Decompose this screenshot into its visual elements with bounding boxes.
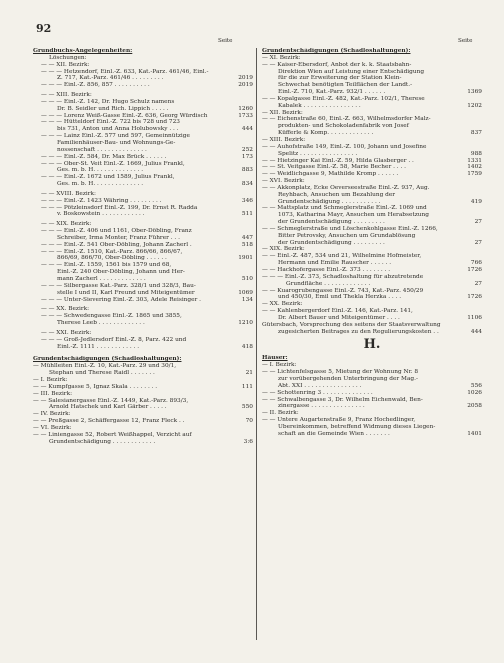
entry-text: Gütersbach, Vorsprechung des seitens der Staatsverwaltung bbox=[262, 321, 441, 328]
page-reference: 766 bbox=[470, 260, 482, 267]
entry-text: — — — Hetzendorf, Einl.-Z. 633, Kat.-Parz. 461/46, Einl.- bbox=[41, 68, 209, 75]
page-reference: 1726 bbox=[467, 267, 482, 273]
entry-text: Grundentschädigung . . . . . . . . . . . . bbox=[49, 438, 156, 445]
entry-text: schaft an die Gemeinde Wien . . . . . . . bbox=[278, 430, 390, 437]
index-entry bbox=[262, 403, 482, 410]
index-entry bbox=[33, 377, 253, 384]
index-entry bbox=[33, 418, 253, 425]
entry-text: — — XIII. Bezirk: bbox=[41, 92, 92, 99]
page-reference: 518 bbox=[241, 241, 253, 248]
index-entry bbox=[262, 301, 482, 308]
page-reference: 1402 bbox=[467, 164, 482, 171]
index-entry bbox=[262, 164, 482, 171]
index-entry bbox=[33, 320, 253, 327]
entry-text: Grundentschädigungen (Schadloshaltungen): bbox=[262, 48, 411, 54]
entry-text: — XIX. Bezirk: bbox=[262, 246, 305, 253]
index-entry bbox=[33, 147, 253, 154]
entry-text: Übereinkommen, betreffend Widmung dieses Liegen- bbox=[278, 423, 436, 430]
entry-text: — Mühlleiten Einl.-Z. 10, Kat.-Parz. 29 und 30/1, bbox=[33, 363, 177, 370]
page-reference: 346 bbox=[241, 197, 253, 204]
entry-text: — — Schwalbengasse 3, Dr. Wilhelm Eichenwald, Ben- bbox=[262, 396, 423, 403]
entry-text: — — — Lainz Einl.-Z. 577 und 597, Gemeinnützige bbox=[41, 133, 190, 140]
entry-text: Dr. Albert Bauer und Miteigentümer . . . . bbox=[278, 314, 400, 321]
page-reference: 510 bbox=[241, 276, 253, 282]
entry-text: stelle I und II, Karl Freund und Miteigentümer bbox=[57, 289, 195, 296]
page-reference: 2058 bbox=[467, 403, 482, 410]
index-entry bbox=[33, 205, 253, 212]
entry-text: — XVI. Bezirk: bbox=[262, 178, 305, 185]
entry-text: Dr. B. Seidler und Rich. Lippich . . . . . bbox=[57, 105, 169, 112]
entry-text: Reyhbach, Ansuchen um Bezahlung der bbox=[278, 191, 396, 198]
page-reference: 1106 bbox=[467, 314, 482, 321]
entry-text: Einl.-Z. 240 Ober-Döbling, Johann und Her- bbox=[57, 269, 185, 276]
index-entry bbox=[262, 362, 482, 369]
entry-text: — — St. Veitgasse Einl.-Z. 58, Marie Becher . . . . bbox=[262, 164, 406, 171]
column-divider bbox=[256, 48, 257, 640]
section-heading bbox=[262, 48, 482, 55]
entry-text: — — Untere Augartenstraße 9, Franz Hochedlinger, bbox=[262, 417, 416, 424]
page-reference: 419 bbox=[470, 198, 482, 205]
entry-text: — III. Bezirk: bbox=[33, 390, 73, 397]
index-entry bbox=[33, 228, 253, 235]
entry-text: Ges. m. b. H. . . . . . . . . . . . . . bbox=[57, 181, 144, 188]
page-reference: 173 bbox=[241, 153, 253, 160]
entry-text: — — — Einl.-Z. 373, Schadloshaltung für abzutretende bbox=[262, 273, 424, 280]
index-entry bbox=[33, 391, 253, 398]
index-entry bbox=[262, 62, 482, 69]
entry-text: Therese Leeb . . . . . . . . . . . . . bbox=[57, 320, 145, 327]
entry-text: — — XVIII. Bezirk: bbox=[41, 190, 96, 197]
entry-text: — XII. Bezirk: bbox=[262, 109, 303, 116]
entry-text: — — — Einl.-Z. 856, 857 . . . . . . . . . . bbox=[41, 82, 150, 89]
index-entry bbox=[262, 267, 482, 274]
index-entry bbox=[262, 192, 482, 199]
page-reference: 2019 bbox=[238, 75, 253, 82]
index-entry bbox=[33, 242, 253, 249]
entry-text: — — — Pötzleinsdorf Einl.-Z. 199, Dr. Ernst R. Radda bbox=[41, 204, 198, 211]
page-reference: 27 bbox=[474, 239, 482, 246]
entry-text: Kabalek . . . . . . . . . . . . . . . . bbox=[278, 102, 361, 109]
entry-text: Schreiber, Irma Monter, Franz Führer . . . bbox=[57, 234, 180, 241]
entry-text: 866/69, 866/70, Ober-Döbling . . . . . . bbox=[57, 255, 167, 262]
index-entry bbox=[262, 376, 482, 383]
index-entry bbox=[262, 260, 482, 267]
index-entry bbox=[262, 205, 482, 212]
right-column-heading: Seite bbox=[458, 38, 473, 44]
entry-text: — — Mattsplatz und Schmeglerstraße Einl.-Z. 1069 und bbox=[262, 205, 427, 212]
index-entry bbox=[33, 363, 253, 370]
entry-text: — — — Schwedengasse Einl.-Z. 1865 und 3855, bbox=[41, 313, 182, 320]
section-heading bbox=[33, 356, 253, 363]
index-entry bbox=[262, 199, 482, 206]
index-entry bbox=[262, 69, 482, 76]
index-entry bbox=[33, 99, 253, 106]
page-reference: 21 bbox=[245, 370, 253, 377]
entry-text: — — — Einl.-Z. 1510, Kat.-Parz. 866/66, 866/67, bbox=[41, 248, 183, 255]
index-entry bbox=[262, 82, 482, 89]
index-entry bbox=[33, 133, 253, 140]
index-entry bbox=[262, 137, 482, 144]
entry-text: — — — Unter-Sievering Einl.-Z. 303, Adele Reisinger . bbox=[41, 296, 202, 303]
entry-text: — — Akkonplatz, Ecke Oeverseestraße Einl.-Z. 937, Aug. bbox=[262, 184, 430, 191]
index-entry bbox=[262, 417, 482, 424]
entry-text: Stephan und Therese Raidl . . . . . . . bbox=[49, 370, 155, 377]
index-entry bbox=[33, 181, 253, 188]
entry-text: — — — Groß-Jedlersdorf Einl.-Z. 8, Parz. 422 und bbox=[41, 336, 187, 343]
entry-text: Küfferle & Komp. . . . . . . . . . . . . bbox=[278, 130, 374, 137]
entry-text: — — XX. Bezirk: bbox=[41, 306, 90, 313]
index-entry bbox=[33, 306, 253, 313]
index-entry bbox=[262, 308, 482, 315]
entry-text: — — Preßgasse 2, Schäffergasse 12, Franz Fleck . . bbox=[33, 418, 185, 425]
index-entry bbox=[33, 69, 253, 76]
entry-text: — — Kaiser-Ebersdorf, Anbot der k. k. Staatsbahn- bbox=[262, 61, 412, 68]
page-reference: 1401 bbox=[467, 430, 482, 437]
index-entry bbox=[33, 249, 253, 256]
entry-text: Häuser: bbox=[262, 355, 288, 362]
entry-text: Einl.-Z. 710, Kat.-Parz. 932/1 . . . . . . bbox=[278, 89, 386, 96]
index-entry bbox=[262, 390, 482, 397]
page-reference: 556 bbox=[470, 382, 482, 389]
index-entry bbox=[33, 198, 253, 205]
index-entry bbox=[33, 313, 253, 320]
entry-text: Familienhäuser-Bau- und Wohnungs-Ge- bbox=[57, 139, 176, 146]
entry-text: produkten- und Schokoladenfabrik von Josef bbox=[278, 123, 409, 130]
index-entry bbox=[33, 191, 253, 198]
index-entry bbox=[33, 113, 253, 120]
index-entry bbox=[33, 167, 253, 174]
page-reference: 1369 bbox=[467, 89, 482, 96]
entry-text: — — XIX. Bezirk: bbox=[41, 221, 92, 228]
index-entry bbox=[33, 432, 253, 439]
section-heading bbox=[33, 48, 253, 55]
index-entry bbox=[262, 369, 482, 376]
page-reference: 837 bbox=[470, 130, 482, 137]
entry-text: — — Kahlenbergerdorf Einl.-Z. 146, Kat.-Parz. 141, bbox=[262, 308, 413, 315]
page-reference: 988 bbox=[470, 150, 482, 157]
entry-text: — — — Einl.-Z. 1672 und 1589, Julius Frankl, bbox=[41, 174, 175, 181]
index-entry bbox=[262, 288, 482, 295]
index-entry bbox=[33, 235, 253, 242]
page-reference: 1759 bbox=[467, 171, 482, 178]
page-reference: 1202 bbox=[467, 102, 482, 109]
index-entry bbox=[33, 62, 253, 69]
page-reference: 70 bbox=[245, 418, 253, 425]
entry-text: Löschungen: bbox=[49, 54, 87, 61]
entry-text: zur vorübergehenden Unterbringung der Mag.- bbox=[278, 375, 418, 382]
entry-text: bis 731, Anton und Anna Holubowsky . . . bbox=[57, 126, 179, 133]
page-reference: 550 bbox=[241, 404, 253, 411]
index-entry bbox=[262, 294, 482, 301]
entry-text: — — — Einl.-Z. 406 und 1161, Ober-Döbling, Franz bbox=[41, 228, 192, 235]
entry-text: — — — Silbergasse Kat.-Parz. 328/1 und 328/3, Bau- bbox=[41, 282, 196, 289]
index-entry bbox=[33, 75, 253, 82]
page-number: 92 bbox=[36, 22, 52, 35]
index-entry bbox=[33, 425, 253, 432]
index-entry bbox=[262, 151, 482, 158]
entry-text: Abt. XXI . . . . . . . . . . . . . . . . bbox=[278, 382, 362, 389]
entry-text: Grundentschädigungen (Schadloshaltungen): bbox=[33, 356, 182, 363]
entry-text: Spelitz . . . . . . . . . . . . . . . . bbox=[278, 150, 358, 157]
entry-text: — XX. Bezirk: bbox=[262, 301, 303, 308]
index-entry bbox=[262, 158, 482, 165]
entry-text: Grundbuchs-Angelegenheiten: bbox=[33, 48, 133, 54]
entry-text: — — Hackhofergasse Einl.-Z. 373 . . . . . . . . bbox=[262, 267, 391, 273]
entry-text: — — XXI. Bezirk: bbox=[41, 329, 92, 336]
index-entry bbox=[33, 330, 253, 337]
index-entry bbox=[33, 106, 253, 113]
index-entry bbox=[33, 161, 253, 168]
index-entry bbox=[33, 370, 253, 377]
page-reference: 1726 bbox=[467, 294, 482, 301]
entry-text: — — — Einl.-Z. 584, Dr. Max Brück . . . . . . bbox=[41, 153, 167, 160]
index-entry bbox=[33, 269, 253, 276]
index-entry bbox=[262, 103, 482, 110]
entry-text: H. bbox=[363, 338, 381, 353]
entry-text: der Grundentschädigung . . . . . . . . . bbox=[278, 239, 385, 246]
page-reference: 418 bbox=[241, 343, 253, 350]
entry-text: Schwechat benötigten Teilflächen der Landt.- bbox=[278, 82, 413, 89]
index-entry bbox=[33, 439, 253, 446]
index-entry bbox=[33, 344, 253, 351]
index-entry bbox=[262, 233, 482, 240]
entry-text: zinergasse . . . . . . . . . . . . . . . bbox=[278, 403, 365, 410]
entry-text: — VI. Bezirk: bbox=[33, 424, 72, 431]
entry-text: — I. Bezirk: bbox=[33, 376, 68, 383]
index-entry bbox=[33, 290, 253, 297]
index-entry bbox=[33, 119, 253, 126]
index-entry bbox=[262, 89, 482, 96]
entry-text: für die zur Erweiterung der Station Klein- bbox=[278, 75, 402, 82]
index-entry bbox=[262, 253, 482, 260]
entry-text: — I. Bezirk: bbox=[262, 362, 297, 369]
index-entry bbox=[262, 144, 482, 151]
page-reference: 252 bbox=[241, 146, 253, 153]
entry-text: — IV. Bezirk: bbox=[33, 411, 71, 418]
index-entry bbox=[262, 55, 482, 62]
left-column bbox=[33, 48, 253, 445]
entry-text: — — Salesianergasse Einl.-Z. 1449, Kat.-Parz. 893/3, bbox=[33, 397, 189, 404]
index-entry bbox=[262, 219, 482, 226]
left-column-heading: Seite bbox=[218, 38, 233, 44]
index-entry bbox=[262, 185, 482, 192]
entry-text: — — — Einl.-Z. 142, Dr. Hugo Schulz namens bbox=[41, 98, 175, 105]
index-entry bbox=[262, 212, 482, 219]
entry-text: — II. Bezirk: bbox=[262, 410, 299, 417]
entry-text: Grundentschädigung . . . . . . . . . . . bbox=[278, 198, 381, 205]
index-entry bbox=[33, 140, 253, 147]
index-entry bbox=[262, 315, 482, 322]
entry-text: Z. 717, Kat.-Parz. 461/46 . . . . . . . . . bbox=[57, 75, 164, 82]
index-entry bbox=[33, 404, 253, 411]
entry-text: Grundfläche . . . . . . . . . . . . . bbox=[286, 280, 371, 287]
index-entry bbox=[262, 110, 482, 117]
entry-text: nossenschaft . . . . . . . . . . . . . . bbox=[57, 146, 147, 153]
entry-text: Einl.-Z. 1111 . . . . . . . . . . . . bbox=[57, 343, 140, 350]
entry-text: mann Zacherl . . . . . . . . . . . . . bbox=[57, 276, 146, 282]
page-reference: 1901 bbox=[238, 255, 253, 262]
entry-text: Arnold Hatschek und Karl Gärber . . . . . bbox=[49, 404, 167, 411]
entry-text: — — Kopalgasse Einl.-Z. 482, Kat.-Parz. 102/1, Therese bbox=[262, 95, 425, 102]
page-reference: 444 bbox=[470, 328, 482, 335]
index-entry bbox=[262, 322, 482, 329]
index-entry bbox=[262, 274, 482, 281]
index-entry bbox=[262, 281, 482, 288]
entry-text: — — Schmeglerstraße und Löschenkohlgasse Einl.-Z. 1266, bbox=[262, 225, 438, 232]
entry-text: — — Einl.-Z. 487, 534 und 21, Wilhelmine Hofmeister, bbox=[262, 253, 422, 260]
page-reference: 511 bbox=[241, 211, 253, 218]
index-entry bbox=[33, 398, 253, 405]
entry-text: der Grundentschädigung . . . . . . . . . bbox=[278, 219, 385, 226]
index-entry bbox=[33, 255, 253, 262]
entry-text: v. Boskowstein . . . . . . . . . . . . bbox=[57, 211, 145, 218]
entry-text: Direktion Wien auf Leistung einer Entschädigung bbox=[278, 68, 425, 75]
page-reference: 1331 bbox=[467, 157, 482, 164]
index-entry bbox=[262, 96, 482, 103]
index-entry bbox=[33, 221, 253, 228]
entry-text: — — — Hütteldorf Einl.-Z. 722 bis 728 und 723 bbox=[41, 119, 180, 126]
index-entry bbox=[33, 262, 253, 269]
page-reference: 883 bbox=[241, 167, 253, 174]
page-reference: 1260 bbox=[238, 105, 253, 112]
index-entry bbox=[33, 276, 253, 283]
page-reference: 1069 bbox=[238, 289, 253, 296]
entry-text: — — Hietzinger Kai Einl.-Z. 59, Hilda Glasberger . . bbox=[262, 157, 414, 164]
index-entry bbox=[33, 154, 253, 161]
page-reference: 27 bbox=[474, 219, 482, 226]
index-entry bbox=[262, 410, 482, 417]
page-reference: 444 bbox=[241, 126, 253, 133]
index-entry bbox=[33, 283, 253, 290]
entry-text: — XI. Bezirk: bbox=[262, 54, 301, 61]
entry-text: — — Kumpfgasse 5, Ignaz Skala . . . . . . . . bbox=[33, 383, 158, 390]
index-entry bbox=[262, 171, 482, 178]
entry-text: — — Liniengasse 52, Robert Weißhappel, Verzicht auf bbox=[33, 431, 192, 438]
entry-text: — — — Ober-St. Veit Einl.-Z. 1669, Julius Frankl, bbox=[41, 160, 185, 167]
entry-text: — — Schottenring 3 . . . . . . . . . . . . . . bbox=[262, 389, 373, 396]
entry-text: — — Lichtenfelsgasse 5, Mietung der Wohnung Nr. 8 bbox=[262, 369, 419, 376]
entry-text: — — — Einl.-Z. 1559, 1561 bis 1579 und 68, bbox=[41, 262, 172, 269]
entry-text: — — XII. Bezirk: bbox=[41, 61, 90, 68]
page-reference: 111 bbox=[241, 383, 253, 390]
index-entry bbox=[33, 55, 253, 62]
index-entry bbox=[262, 226, 482, 233]
index-entry bbox=[262, 130, 482, 137]
index-entry bbox=[33, 297, 253, 304]
letter-heading bbox=[262, 338, 482, 352]
index-entry bbox=[33, 92, 253, 99]
entry-text: — XIII. Bezirk: bbox=[262, 136, 306, 143]
index-entry bbox=[33, 174, 253, 181]
entry-text: — — Auhofstraße 149, Einl.-Z. 100, Johann und Josefine bbox=[262, 143, 427, 150]
index-entry bbox=[33, 411, 253, 418]
right-column bbox=[262, 48, 482, 438]
page-reference: 2019 bbox=[238, 82, 253, 89]
entry-text: Bitter Petrovsky, Ansuchen um Grundablösung bbox=[278, 232, 416, 239]
index-entry bbox=[262, 424, 482, 431]
page-reference: 1026 bbox=[467, 389, 482, 396]
entry-text: zugesicherten Beitrages zu den Regulierungskosten . . bbox=[278, 328, 439, 335]
page-reference: 1210 bbox=[238, 320, 253, 327]
index-entry bbox=[262, 116, 482, 123]
entry-text: — — — Einl.-Z. 1423 Währing . . . . . . . . . bbox=[41, 197, 162, 204]
page-reference: 134 bbox=[241, 296, 253, 303]
index-entry bbox=[33, 126, 253, 133]
page-reference: 3:6 bbox=[243, 438, 253, 445]
page-reference: 834 bbox=[241, 181, 253, 188]
index-entry bbox=[33, 82, 253, 89]
entry-text: und 450/30, Emil und Thekla Herzka . . . . bbox=[278, 294, 402, 301]
entry-text: Ges. m. b. H. . . . . . . . . . . . . . bbox=[57, 167, 144, 174]
index-entry bbox=[262, 240, 482, 247]
page-reference: 447 bbox=[241, 234, 253, 241]
index-entry bbox=[262, 75, 482, 82]
index-entry bbox=[262, 329, 482, 336]
index-entry bbox=[33, 384, 253, 391]
index-entry bbox=[262, 383, 482, 390]
index-entry bbox=[262, 431, 482, 438]
page-reference: 1733 bbox=[238, 112, 253, 119]
index-entry bbox=[262, 123, 482, 130]
index-entry bbox=[262, 246, 482, 253]
index-entry bbox=[262, 397, 482, 404]
index-entry bbox=[33, 211, 253, 218]
entry-text: — — — Lorenz Weiß-Gasse Einl.-Z. 636, Georg Würdisch bbox=[41, 112, 208, 119]
section-heading bbox=[262, 355, 482, 362]
entry-text: — — — Einl.-Z. 541 Ober-Döbling, Johann Zacherl . bbox=[41, 241, 192, 248]
entry-text: 1073, Katharina Mayr, Ansuchen um Herabsetzung bbox=[278, 212, 429, 219]
index-entry bbox=[262, 178, 482, 185]
page-reference: 27 bbox=[474, 280, 482, 287]
entry-text: — — Eichenstraße 60, Einl.-Z. 663, Wilhelmsdorfer Malz- bbox=[262, 116, 431, 123]
entry-text: — — Weidlichgasse 9, Mathilde Kromp . . . . . . bbox=[262, 171, 399, 178]
entry-text: — — Kuarogrubengasse Einl.-Z. 743, Kat.-Parz. 450/29 bbox=[262, 287, 424, 294]
entry-text: Hermann und Emilie Rauscher . . . . . . bbox=[278, 260, 392, 267]
index-entry bbox=[33, 337, 253, 344]
